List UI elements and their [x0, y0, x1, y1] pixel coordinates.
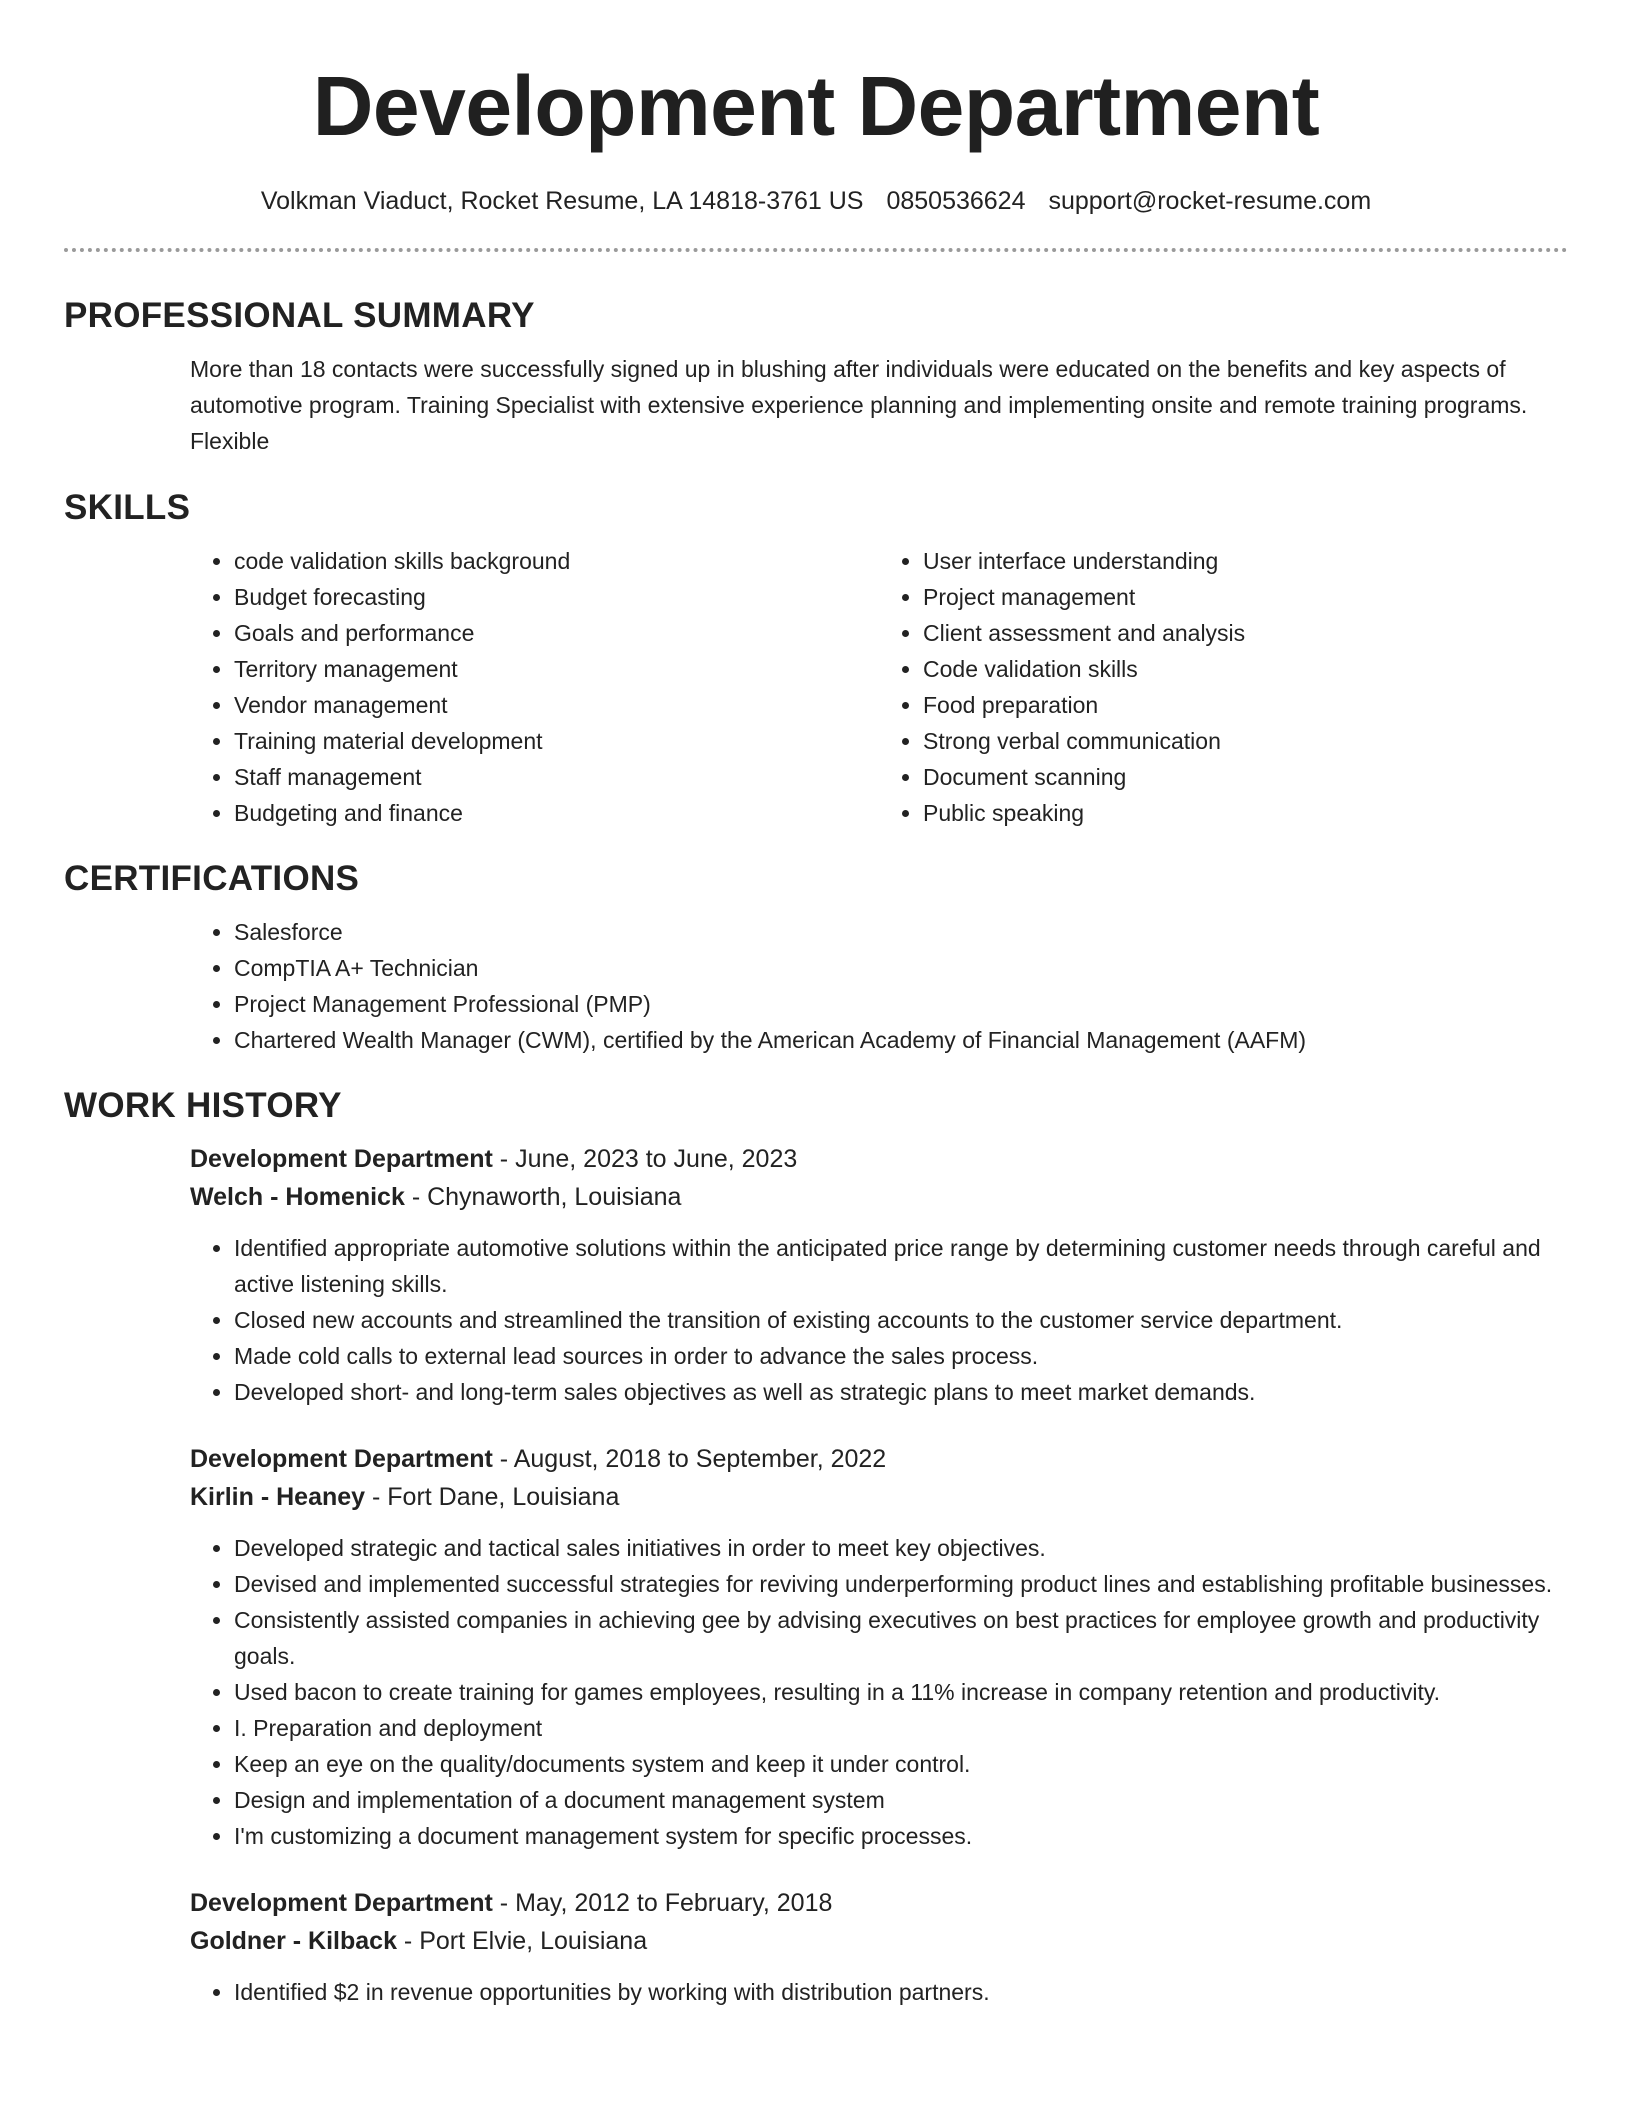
job-bullets	[190, 1230, 1568, 1410]
certification-item: • Chartered Wealth Manager (CWM), certified by the American Academy of Financial Management (AAFM)	[234, 1022, 1568, 1058]
job-title-line	[190, 1140, 1568, 1178]
job-bullet: • Identified appropriate automotive solutions within the anticipated price range by determining customer needs through careful and active listening skills.	[234, 1230, 1568, 1302]
skill-item: • Food preparation	[923, 687, 1568, 723]
skill-item: • Client assessment and analysis	[923, 615, 1568, 651]
skills-list-right	[879, 543, 1568, 831]
skill-item: • Budget forecasting	[234, 579, 879, 615]
job-bullet: • Identified $2 in revenue opportunities by working with distribution partners.	[234, 1974, 1568, 2010]
job-company-line	[190, 1178, 1568, 1216]
skill-item: • Strong verbal communication	[923, 723, 1568, 759]
job-entry	[190, 1884, 1568, 2010]
job-company-line	[190, 1478, 1568, 1516]
contact-phone: 0850536624	[886, 187, 1026, 215]
resume-name: Development Department	[312, 59, 1320, 153]
job-bullet: • Used bacon to create training for games employees, resulting in a 11% increase in company retention and productivity.	[234, 1674, 1568, 1710]
certifications-title: CERTIFICATIONS	[64, 859, 360, 898]
summary-text: More than 18 contacts were successfully signed up in blushing after individuals were educated on the benefits and key aspects of automotive program. Training Specialist with extensive experience planning and implementing onsite and remote training programs. Flexible	[190, 356, 1528, 454]
job-bullet: • Keep an eye on the quality/documents system and keep it under control.	[234, 1746, 1568, 1782]
header-divider	[64, 248, 1568, 252]
skill-item: • Public speaking	[923, 795, 1568, 831]
contact-line	[64, 184, 1568, 218]
work-history-title: WORK HISTORY	[64, 1086, 342, 1125]
skill-item: • code validation skills background	[234, 543, 879, 579]
skill-item: • Document scanning	[923, 759, 1568, 795]
job-company: Kirlin - Heaney	[190, 1483, 366, 1511]
job-bullet: • Made cold calls to external lead sources in order to advance the sales process.	[234, 1338, 1568, 1374]
contact-address: Volkman Viaduct, Rocket Resume, LA 14818-3761 US	[260, 187, 864, 215]
job-dates: - June, 2023 to June, 2023	[492, 1145, 798, 1173]
skill-item: • Code validation skills	[923, 651, 1568, 687]
job-bullet: • Consistently assisted companies in achieving gee by advising executives on best practices for employee growth and productivity goals.	[234, 1602, 1568, 1674]
skills-grid	[190, 543, 1568, 831]
job-bullet: • Developed strategic and tactical sales initiatives in order to meet key objectives.	[234, 1530, 1568, 1566]
skills-title: SKILLS	[64, 488, 191, 527]
certification-item: • Salesforce	[234, 914, 1568, 950]
skills-section	[64, 486, 1568, 831]
work-history-section	[64, 1084, 1568, 2010]
job-location: - Port Elvie, Louisiana	[396, 1927, 648, 1955]
job-location: - Chynaworth, Louisiana	[404, 1183, 682, 1211]
contact-email: support@rocket-resume.com	[1048, 187, 1372, 215]
certification-item: • CompTIA A+ Technician	[234, 950, 1568, 986]
job-role: Development Department	[190, 1445, 493, 1473]
certifications-section	[64, 857, 1568, 1058]
job-company-line	[190, 1922, 1568, 1960]
job-entry	[190, 1140, 1568, 1410]
skill-item: • Budgeting and finance	[234, 795, 879, 831]
skill-item: • Territory management	[234, 651, 879, 687]
skill-item: • Goals and performance	[234, 615, 879, 651]
job-bullet: • Design and implementation of a document management system	[234, 1782, 1568, 1818]
summary-section	[64, 294, 1568, 459]
job-title-line	[190, 1440, 1568, 1478]
job-bullet: • I'm customizing a document management system for specific processes.	[234, 1818, 1568, 1854]
job-dates: - August, 2018 to September, 2022	[492, 1445, 887, 1473]
job-location: - Fort Dane, Louisiana	[365, 1483, 620, 1511]
summary-title: PROFESSIONAL SUMMARY	[64, 296, 535, 335]
job-role: Development Department	[190, 1145, 493, 1173]
skills-list-left	[190, 543, 879, 831]
certifications-list	[190, 914, 1568, 1058]
job-bullet: • Devised and implemented successful strategies for reviving underperforming product lines and establishing profitable businesses.	[234, 1566, 1568, 1602]
skill-item: • Project management	[923, 579, 1568, 615]
job-company: Goldner - Kilback	[190, 1927, 397, 1955]
job-role: Development Department	[190, 1889, 493, 1917]
certification-item: • Project Management Professional (PMP)	[234, 986, 1568, 1022]
skill-item: • Vendor management	[234, 687, 879, 723]
job-company: Welch - Homenick	[190, 1183, 405, 1211]
job-title-line	[190, 1884, 1568, 1922]
job-dates: - May, 2012 to February, 2018	[492, 1889, 833, 1917]
skill-item: • Staff management	[234, 759, 879, 795]
job-bullets	[190, 1530, 1568, 1854]
job-entry	[190, 1440, 1568, 1854]
skill-item: • Training material development	[234, 723, 879, 759]
job-bullet: • I. Preparation and deployment	[234, 1710, 1568, 1746]
skill-item: • User interface understanding	[923, 543, 1568, 579]
job-bullets	[190, 1974, 1568, 2010]
job-bullet: • Closed new accounts and streamlined the transition of existing accounts to the customer service department.	[234, 1302, 1568, 1338]
job-bullet: • Developed short- and long-term sales objectives as well as strategic plans to meet market demands.	[234, 1374, 1568, 1410]
